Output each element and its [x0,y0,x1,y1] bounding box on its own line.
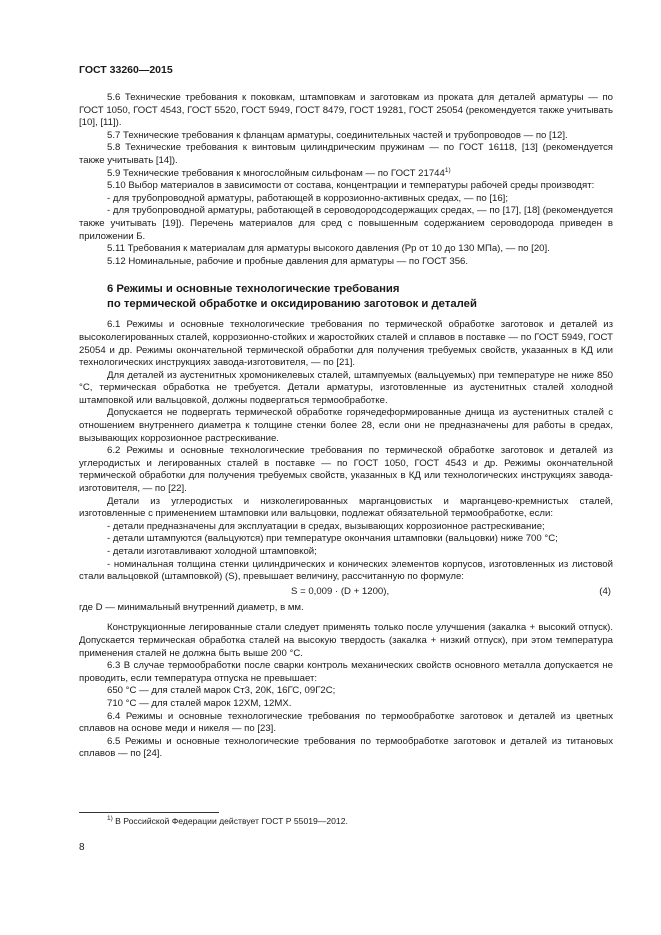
list-item: - для трубопроводной арматуры, работающей в коррозионно-активных средах, — по [16]; [107,192,509,204]
list-item: - детали предназначены для эксплуатации в средах, вызывающих коррозионное растрескивание; [107,520,545,532]
paragraph-5-6: 5.6 Технические требования к поковкам, штамповкам и заготовкам из проката для деталей арматуры — по ГОСТ 1050, ГОСТ 4543, ГОСТ 5520, ГОСТ 5949, ГОСТ 8479, ГОСТ 19281, ГОСТ 25054 (рекомендуется также учитывать [10], [11]). [79,92,613,129]
section-6-heading [107,282,613,311]
list-item: 650 °С — для сталей марок Ст3, 20К, 16ГС, 09Г2С; [107,685,336,697]
paragraph: Для деталей из аустенитных хромоникелевых сталей, штампуемых (вальцуемых) при температуре не ниже 850 °С, термическая обработка не требуется. Детали арматуры, изготовленные из аустенитных сталей холодной штамповкой или вальцовкой, должны подвергаться термообработке. [79,369,613,406]
paragraph-5-9-text: 5.9 Технические требования к многослойным сильфонам — по ГОСТ 21744 [107,167,445,179]
standard-header: ГОСТ 33260—2015 [79,64,173,76]
list-item: - детали штампуются (вальцуются) при температуре окончания штамповки (вальцовки) ниже 700 °С; [107,533,558,545]
list-item: - для трубопроводной арматуры, работающей в сероводородсодержащих средах, — по [17], [18] (рекомендуется также учитывать [19]). Перечень материалов для сред с повышенным содержанием сероводорода приведен в приложении Б. [79,205,613,242]
footnote-marker: 1) [444,166,451,174]
section-6-title-line2: по термической обработке и оксидированию заготовок и деталей [107,297,477,310]
paragraph-5-8: 5.8 Технические требования к винтовым цилиндрическим пружинам — по ГОСТ 16118, [13] (рекомендуется также учитывать [14]). [79,142,613,166]
paragraph-5-7: 5.7 Технические требования к фланцам арматуры, соединительных частей и трубопроводов — по [12]. [107,129,568,141]
list-item: - номинальная толщина стенки цилиндрических и конических элементов корпусов, изготовленных из листовой стали вальцовкой (штамповкой) (S), превышает величину, рассчитанную по формуле: [79,558,613,583]
formula-expression: S = 0,009 · (D + 1200), [291,585,390,597]
paragraph-6-1: 6.1 Режимы и основные технологические требования по термической обработке заготовок и деталей из высоколегированных сталей, коррозионно-стойких и жаростойких сталей и сплавов в поставке — по ГОСТ 5949, ГОСТ 25054 и др. Режимы окончательной термической обработки для получения требуемых свойств, указанных в КД или технологических инструкциях завода-изготовителя, — по [21]. [79,319,613,369]
paragraph-6-5: 6.5 Режимы и основные технологические требования по термообработке заготовок и деталей из титановых сплавов — по [24]. [79,735,613,760]
page-body [79,92,613,761]
paragraph-5-12: 5.12 Номинальные, рабочие и пробные давления для арматуры — по ГОСТ 356. [107,255,469,267]
footnote-divider [79,812,219,813]
paragraph-5-10: 5.10 Выбор материалов в зависимости от состава, концентрации и температуры рабочей среды производят: [107,180,595,192]
paragraph-6-4: 6.4 Режимы и основные технологические требования по термообработке заготовок и деталей из цветных сплавов на основе меди и никеля — по [23]. [79,710,613,735]
formula-4 [79,586,613,600]
paragraph: Детали из углеродистых и низколегированных марганцовистых и марганцево-кремнистых сталей, изготовленные с применением штамповки или вальцовки, подлежат обязательной термообработке, если: [79,495,613,520]
paragraph: Конструкционные легированные стали следует применять только после улучшения (закалка + высокий отпуск). Допускается термическая обработка сталей на высокую твердость (закалка + низкий отпуск), при этом температура применения сталей не должна быть выше 200 °С. [79,622,613,659]
paragraph: Допускается не подвергать термической обработке горячедеформированные днища из аустенитных сталей с отношением внутреннего диаметра к толщине стенки более 28, если они не предназначены для работы в средах, вызывающих коррозионное растрескивание. [79,407,613,444]
paragraph-5-9 [79,168,613,181]
page-number: 8 [79,842,85,853]
paragraph-6-2: 6.2 Режимы и основные технологические требования по термической обработке заготовок и деталей из углеродистых и легированных сталей в поставке — по ГОСТ 1050, ГОСТ 4543 и др. Режимы окончательной термической обработки для получения требуемых свойств, указанных в КД или технологических инструкциях завода-изготовителя, — по [22]. [79,445,613,495]
section-6-title-line1: 6 Режимы и основные технологические требования [107,283,400,296]
list-item: - детали изготавливают холодной штамповкой; [107,546,317,557]
paragraph-5-11: 5.11 Требования к материалам для арматуры высокого давления (Рр от 10 до 130 МПа), — по [20]. [107,243,550,255]
list-item: 710 °С — для сталей марок 12ХМ, 12МХ. [107,697,292,709]
footnote-mark: 1) [107,815,113,823]
formula-where: где D — минимальный внутренний диаметр, в мм. [79,601,304,613]
footnote-text: В Российской Федерации действует ГОСТ Р 55019—2012. [115,816,348,826]
footnote [107,816,348,826]
formula-number: (4) [599,585,611,597]
paragraph-6-3: 6.3 В случае термообработки после сварки контроль механических свойств основного металла допускается не проводить, если температура отпуска не превышает: [79,660,613,684]
